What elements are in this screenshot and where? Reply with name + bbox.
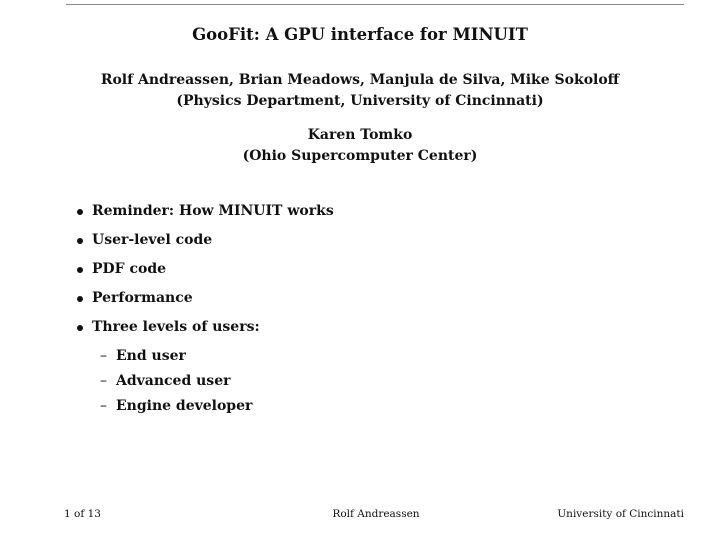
bullet-list xyxy=(0,201,720,346)
footer-author: Rolf Andreassen xyxy=(332,508,420,520)
bullet-item xyxy=(0,230,720,259)
bullet-item xyxy=(0,201,720,230)
slide-title: GooFit: A GPU interface for MINUIT xyxy=(192,25,528,44)
bullet-text: Reminder: How MINUIT works xyxy=(92,203,334,219)
sub-bullet-text: Advanced user xyxy=(116,373,231,389)
sub-bullet-dash: – xyxy=(100,348,107,364)
footer-page-number: 1 of 13 xyxy=(64,508,101,520)
sub-bullet-dash: – xyxy=(100,373,107,389)
bullet-dot-icon xyxy=(77,296,83,302)
sub-bullet-text: End user xyxy=(116,348,186,364)
bullet-item xyxy=(0,259,720,288)
contact-name: Karen Tomko xyxy=(307,127,413,143)
author-block xyxy=(0,70,720,112)
bullet-dot-icon xyxy=(77,267,83,273)
bullet-text: Three levels of users: xyxy=(92,319,260,335)
sub-bullet-item xyxy=(0,371,720,396)
bullet-text: Performance xyxy=(92,290,193,306)
sub-bullet-list xyxy=(0,346,720,421)
top-rule xyxy=(66,4,684,5)
bullet-text: User-level code xyxy=(92,232,213,248)
bullet-item xyxy=(0,317,720,346)
sub-bullet-item xyxy=(0,396,720,421)
contact-affiliation: (Ohio Supercomputer Center) xyxy=(242,148,478,164)
bullet-dot-icon xyxy=(77,238,83,244)
contact-block xyxy=(0,125,720,167)
sub-bullet-text: Engine developer xyxy=(116,398,253,414)
bullet-item xyxy=(0,288,720,317)
bullet-text: PDF code xyxy=(92,261,167,277)
bullet-dot-icon xyxy=(77,325,83,331)
author-affiliation: (Physics Department, University of Cincinnati) xyxy=(176,93,544,109)
bullet-dot-icon xyxy=(77,209,83,215)
author-names: Rolf Andreassen, Brian Meadows, Manjula de Silva, Mike Sokoloff xyxy=(100,72,620,88)
sub-bullet-item xyxy=(0,346,720,371)
footer-institution: University of Cincinnati xyxy=(557,508,684,520)
sub-bullet-dash: – xyxy=(100,398,107,414)
